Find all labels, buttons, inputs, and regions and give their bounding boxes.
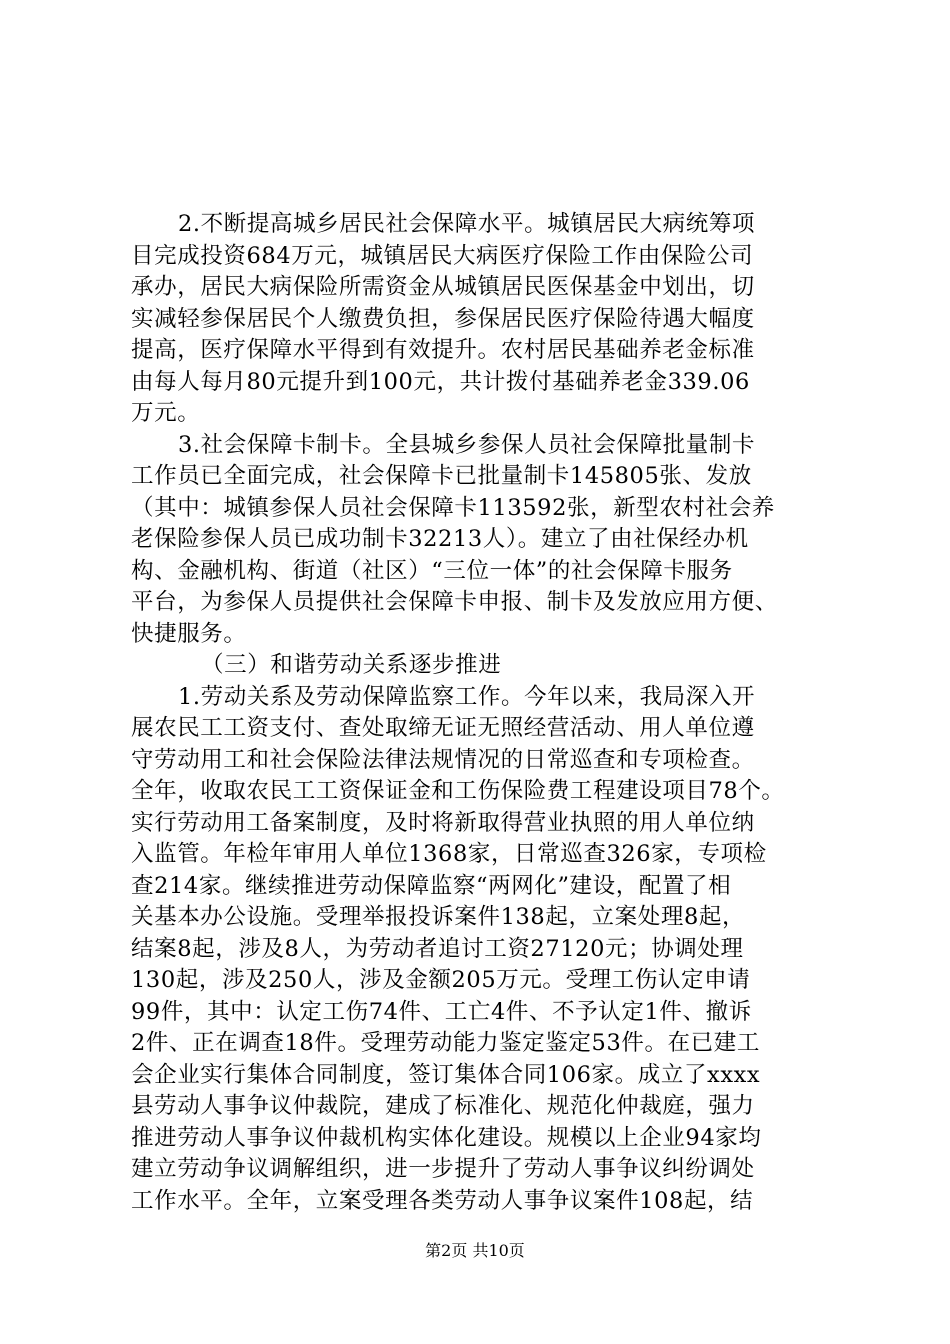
text-line: 实行劳动用工备案制度，及时将新取得营业执照的用人单位纳 xyxy=(131,809,755,836)
text-line: 2.不断提高城乡居民社会保障水平。城镇居民大病统筹项 xyxy=(178,211,756,237)
text-line: 工作水平。全年，立案受理各类劳动人事争议案件108起，结 xyxy=(131,1187,754,1214)
text-line: 老保险参保人员已成功制卡32213人）。建立了由社保经办机 xyxy=(131,526,749,552)
text-line: 守劳动用工和社会保险法律法规情况的日常巡查和专项检查。 xyxy=(131,746,755,773)
text-line: 会企业实行集体合同制度，签订集体合同106家。成立了xxxx xyxy=(131,1061,761,1088)
section-heading: （三）和谐劳动关系逐步推进 xyxy=(201,652,502,678)
text-line: 查214家。继续推进劳动保障监察“两网化”建设，配置了相 xyxy=(131,872,732,899)
text-line: 承办，居民大病保险所需资金从城镇居民医保基金中划出，切 xyxy=(131,274,755,300)
text-line: 平台，为参保人员提供社会保障卡申报、制卡及发放应用方便、 xyxy=(131,589,778,615)
text-line: 关基本办公设施。受理举报投诉案件138起，立案处理8起， xyxy=(131,904,746,930)
text-line: 万元。 xyxy=(131,400,201,426)
text-line: 由每人每月80元提升到100元，共计拨付基础养老金339.06 xyxy=(131,368,750,395)
text-line: 99件，其中：认定工伤74件、工亡4件、不予认定1件、撤诉 xyxy=(131,998,752,1025)
text-line: 3.社会保障卡制卡。全县城乡参保人员社会保障批量制卡 xyxy=(178,431,756,458)
text-line: 构、金融机构、街道（社区）“三位一体”的社会保障卡服务 xyxy=(131,557,733,584)
page-footer: 第2页 共10页 xyxy=(425,1241,525,1260)
text-line: 工作员已全面完成，社会保障卡已批量制卡145805张、发放 xyxy=(131,463,752,489)
text-line: 实减轻参保居民个人缴费负担，参保居民医疗保险待遇大幅度 xyxy=(131,305,755,332)
text-line: 县劳动人事争议仲裁院，建成了标准化、规范化仲裁庭，强力 xyxy=(131,1093,755,1119)
text-line: 提高，医疗保障水平得到有效提升。农村居民基础养老金标准 xyxy=(131,337,755,363)
text-line: 入监管。年检年审用人单位1368家，日常巡查326家，专项检 xyxy=(131,841,767,867)
text-line: 目完成投资684万元，城镇居民大病医疗保险工作由保险公司 xyxy=(131,242,754,269)
text-line: 130起，涉及250人，涉及金额205万元。受理工伤认定申请 xyxy=(131,967,751,993)
document-body xyxy=(131,209,831,1217)
text-line: 2件、正在调查18件。受理劳动能力鉴定鉴定53件。在已建工 xyxy=(131,1030,760,1056)
text-line: 全年，收取农民工工资保证金和工伤保险费工程建设项目78个。 xyxy=(131,778,785,804)
text-line: （其中：城镇参保人员社会保障卡113592张，新型农村社会养 xyxy=(131,494,775,521)
text-line: 建立劳动争议调解组织，进一步提升了劳动人事争议纠纷调处 xyxy=(131,1156,755,1182)
text-line: 结案8起，涉及8人，为劳动者追讨工资27120元；协调处理 xyxy=(131,935,744,962)
text-line: 展农民工工资支付、查处取缔无证无照经营活动、用人单位遵 xyxy=(131,715,755,741)
text-line: 1.劳动关系及劳动保障监察工作。今年以来，我局深入开 xyxy=(178,683,756,710)
text-line: 推进劳动人事争议仲裁机构实体化建设。规模以上企业94家均 xyxy=(131,1124,762,1151)
text-line: 快捷服务。 xyxy=(131,620,247,647)
